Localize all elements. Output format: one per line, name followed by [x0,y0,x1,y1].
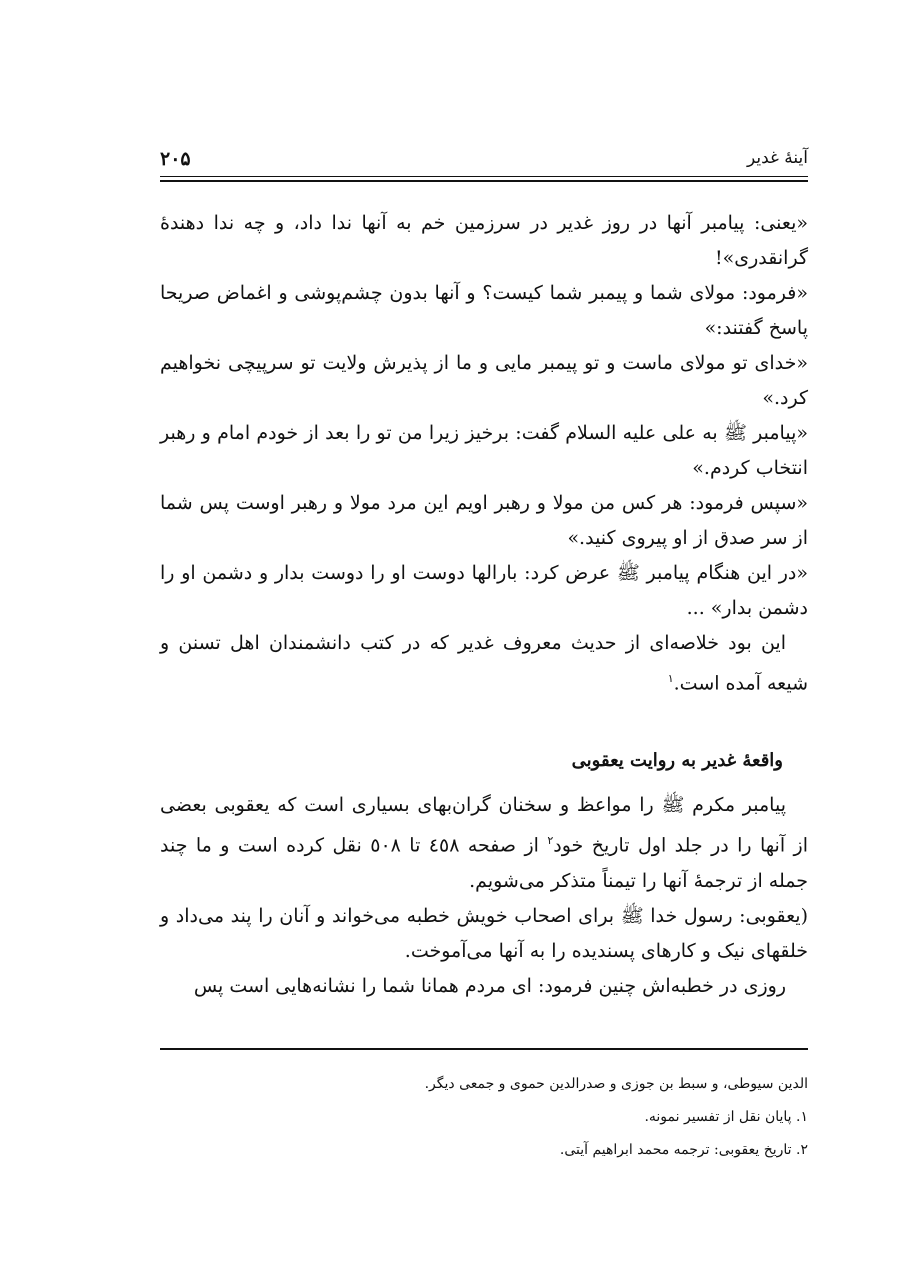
footnotes [248,1068,808,1167]
footnote-2: ۲. تاریخ یعقوبی: ترجمه محمد ابراهیم آیتی. [559,1142,808,1158]
section-paragraph: روزی در خطبه‌اش چنین فرمود: ای مردم همانا شما را نشانه‌هایی است پس [193,974,786,997]
footnote-ref: ۲ [547,834,554,848]
book-title: آینهٔ غدیر [746,148,808,168]
paragraph: «در این هنگام پیامبر ﷺ عرض کرد: بارالها دوست او را دوست بدار و دشمن او را دشمن بدار» ... [160,562,808,619]
paragraph: «پیامبر ﷺ به علی علیه السلام گفت: برخیز زیرا من تو را بعد از خودم امام و رهبر انتخاب کردم.» [160,422,808,479]
footnote-ref: ۱ [667,672,674,685]
paragraph: «خدای تو مولای ماست و تو پیمبر مایی و ما از پذیرش ولایت تو سرپیچی نخواهیم کرد.» [160,352,808,409]
page-number: ۲۰۵ [160,148,191,170]
footnote-continuation: الدین سیوطی، و سبط بن جوزی و صدرالدین حموی و جمعی دیگر. [424,1076,808,1092]
section-text: پیامبر مکرم ﷺ را مواعظ و سخنان گران‌بهای بسیاری است که یعقوبی بعضی از آنها را در جلد اول تاریخ خود [160,794,809,857]
footnote-1: ۱. پایان نقل از تفسیر نمونه. [644,1109,808,1125]
paragraph-with-footnote [160,626,808,701]
main-text [160,206,808,1004]
section-paragraph: (یعقوبی: رسول خدا ﷺ برای اصحاب خویش خطبه می‌خواند و آنان را پند می‌داد و خلقهای نیک و کارهای پسندیده را به آنها می‌آموخت. [160,904,808,962]
header-rule-thick [160,180,808,182]
paragraph: «فرمود: مولای شما و پیمبر شما کیست؟ و آنها بدون چشم‌پوشی و اغماض صریحا پاسخ گفتند:» [160,282,808,339]
section-heading: واقعهٔ غدیر به روایت یعقوبی [571,750,783,772]
header-rule-thin [160,176,808,177]
paragraph-text: این بود خلاصه‌ای از حدیث معروف غدیر که در کتب دانشمندان اهل تسنن و شیعه آمده است. [160,632,808,695]
section-paragraph [160,788,808,898]
footnote-rule [160,1048,808,1050]
paragraph: «سپس فرمود: هر کس من مولا و رهبر اویم این مرد مولا و رهبر اوست پس شما از سر صدق از او پیروی کنید.» [160,492,808,549]
paragraph: «یعنی: پیامبر آنها در روز غدیر در سرزمین خم به آنها ندا داد، و چه ندا دهندهٔ گرانقدری»! [160,212,808,269]
running-header [160,148,808,174]
section-text: از صفحه ٤٥٨ تا ٥٠٨ نقل کرده است و ما چند جمله از ترجمهٔ آنها را تیمناً متذکر می‌شویم. [160,834,808,892]
